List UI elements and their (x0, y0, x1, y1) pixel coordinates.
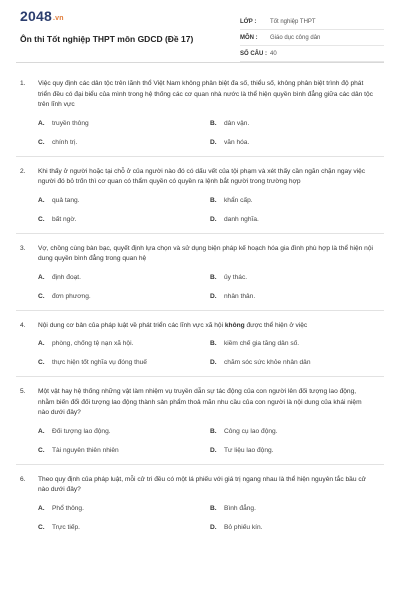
meta-row-class (240, 14, 384, 30)
site-logo[interactable] (20, 8, 64, 24)
option-text: bất ngờ. (52, 215, 77, 223)
option-a[interactable] (38, 340, 210, 347)
question-number: 6. (20, 475, 26, 483)
option-text: kiềm chế gia tăng dân số. (224, 340, 300, 347)
option-letter: D. (210, 215, 217, 223)
option-text: truyền thông (52, 119, 89, 127)
option-letter: B. (210, 273, 217, 281)
option-text: ủy thác. (224, 273, 248, 281)
option-letter: B. (210, 119, 217, 127)
logo-tld: .vn (52, 15, 64, 22)
option-letter: B. (210, 196, 217, 204)
question-text: Việc quy định các dân tộc trên lãnh thổ Việt Nam không phân biệt đa số, thiểu số, không phân biệt trình độ phát triển đều có đại biểu của mình trong hệ thống các cơ quan nhà nước là thể hiện quyền bình đẳng giữa các dân tộc trên lĩnh vực (38, 80, 373, 108)
option-text: Phổ thông. (52, 504, 84, 512)
option-text: dân vận. (224, 119, 250, 127)
option-text: Bình đẳng. (224, 504, 256, 512)
option-d[interactable] (210, 524, 382, 531)
option-text: khẩn cấp. (224, 196, 253, 204)
option-text: thực hiện tốt nghĩa vụ đóng thuế (52, 359, 147, 366)
option-letter: D. (210, 138, 217, 146)
option-d[interactable] (210, 216, 382, 223)
meta-row-count (240, 46, 384, 62)
question-divider (16, 233, 384, 234)
option-letter: D. (210, 359, 217, 366)
question-2 (16, 167, 384, 234)
option-text: Tư liệu lao động. (224, 446, 274, 454)
option-d[interactable] (210, 447, 382, 454)
question-number: 1. (20, 80, 26, 87)
option-b[interactable] (210, 274, 382, 281)
question-number: 4. (20, 321, 26, 329)
option-text: đơn phương. (52, 292, 91, 300)
question-text: Theo quy định của pháp luật, mỗi cử tri đều có một lá phiếu với giá trị ngang nhau là thể hiện nguyên tắc bầu cử nào dưới đây? (38, 475, 367, 493)
question-text (38, 321, 384, 332)
question-number: 3. (20, 244, 26, 252)
option-c[interactable] (38, 216, 210, 223)
option-letter: A. (38, 196, 45, 204)
option-d[interactable] (210, 139, 382, 146)
meta-value: Giáo dục công dân (270, 34, 321, 41)
option-text: văn hóa. (224, 138, 250, 146)
option-a[interactable] (38, 428, 210, 435)
option-letter: C. (38, 138, 45, 146)
option-text: nhân thân. (224, 292, 256, 300)
exam-meta (240, 14, 384, 62)
option-letter: C. (38, 523, 45, 531)
option-d[interactable] (210, 359, 382, 366)
option-letter: C. (38, 359, 45, 366)
option-b[interactable] (210, 120, 382, 127)
option-c[interactable] (38, 139, 210, 146)
option-letter: D. (210, 292, 217, 300)
option-letter: B. (210, 427, 217, 435)
exam-header (16, 0, 384, 63)
option-letter: A. (38, 340, 45, 347)
option-text: Công cụ lao động. (224, 427, 278, 435)
option-text: chính trị. (52, 138, 78, 146)
option-letter: C. (38, 215, 45, 223)
option-a[interactable] (38, 274, 210, 281)
question-divider (16, 464, 384, 465)
option-letter: D. (210, 446, 217, 454)
option-c[interactable] (38, 359, 210, 366)
option-c[interactable] (38, 293, 210, 300)
meta-key: MÔN : (240, 34, 258, 41)
option-text: danh nghĩa. (224, 215, 259, 223)
logo-text: 2048 (20, 8, 52, 24)
option-letter: A. (38, 427, 45, 435)
meta-value: Tốt nghiệp THPT (270, 18, 316, 25)
option-letter: B. (210, 504, 217, 512)
option-a[interactable] (38, 197, 210, 204)
option-c[interactable] (38, 447, 210, 454)
option-a[interactable] (38, 505, 210, 512)
meta-key: SỐ CÂU : (240, 50, 267, 57)
option-letter: B. (210, 340, 217, 347)
option-text: Trực tiếp. (52, 523, 80, 531)
question-divider (16, 310, 384, 311)
question-divider (16, 156, 384, 157)
option-text: Bỏ phiếu kín. (224, 523, 263, 531)
option-b[interactable] (210, 340, 382, 347)
question-number: 5. (20, 388, 26, 395)
option-letter: D. (210, 523, 217, 531)
question-divider (16, 376, 384, 377)
question-number: 2. (20, 167, 26, 175)
question-text: Một vật hay hệ thống những vật làm nhiệm vụ truyền dẫn sự tác động của con người lên đối tượng lao động, nhằm biến đổi đối tượng lao động thành sản phẩm thoả mãn nhu cầu của con người là nội dung của khái niệm nào dưới đây? (38, 388, 362, 416)
question-list (16, 79, 384, 531)
option-text: chăm sóc sức khỏe nhân dân (224, 359, 311, 366)
option-letter: C. (38, 292, 45, 300)
option-a[interactable] (38, 120, 210, 127)
option-c[interactable] (38, 524, 210, 531)
option-b[interactable] (210, 428, 382, 435)
question-4 (16, 321, 384, 378)
question-5 (16, 387, 384, 465)
question-6 (16, 475, 384, 531)
question-1 (16, 79, 384, 157)
option-text: Tài nguyên thiên nhiên (52, 446, 119, 454)
meta-key: LỚP : (240, 18, 257, 25)
question-text-emphasis: không (224, 321, 245, 329)
option-text: định đoạt. (52, 273, 81, 281)
question-text-part: Nội dung cơ bản của pháp luật về phát triển các lĩnh vực xã hội (38, 321, 225, 329)
option-text: quả tang. (52, 196, 80, 204)
option-b[interactable] (210, 505, 382, 512)
option-letter: A. (38, 504, 45, 512)
option-b[interactable] (210, 197, 382, 204)
question-text-part: được thể hiện ở việc (244, 321, 308, 329)
question-text: Vợ, chồng cùng bàn bạc, quyết định lựa chọn và sử dụng biện pháp kế hoạch hóa gia đình phù hợp là thể hiện nội dung quyền bình đẳng trong quan hệ (38, 244, 373, 262)
option-text: Đối tượng lao động. (52, 427, 111, 435)
question-3 (16, 244, 384, 311)
option-d[interactable] (210, 293, 382, 300)
option-letter: A. (38, 119, 45, 127)
meta-value: 40 (270, 50, 277, 57)
option-letter: A. (38, 273, 45, 281)
option-text: phòng, chống tệ nạn xã hội. (52, 340, 134, 347)
option-letter: C. (38, 446, 45, 454)
question-text: Khi thấy ở người hoặc tại chỗ ở của người nào đó có dấu vết của tội phạm và xét thấy cần ngăn chặn ngay việc người đó bỏ trốn thì cơ quan có thẩm quyền có quyền ra lệnh bắt người trong trường hợp (38, 167, 366, 185)
exam-title: Ôn thi Tốt nghiệp THPT môn GDCD (Đề 17) (20, 34, 194, 44)
meta-row-subject (240, 30, 384, 46)
